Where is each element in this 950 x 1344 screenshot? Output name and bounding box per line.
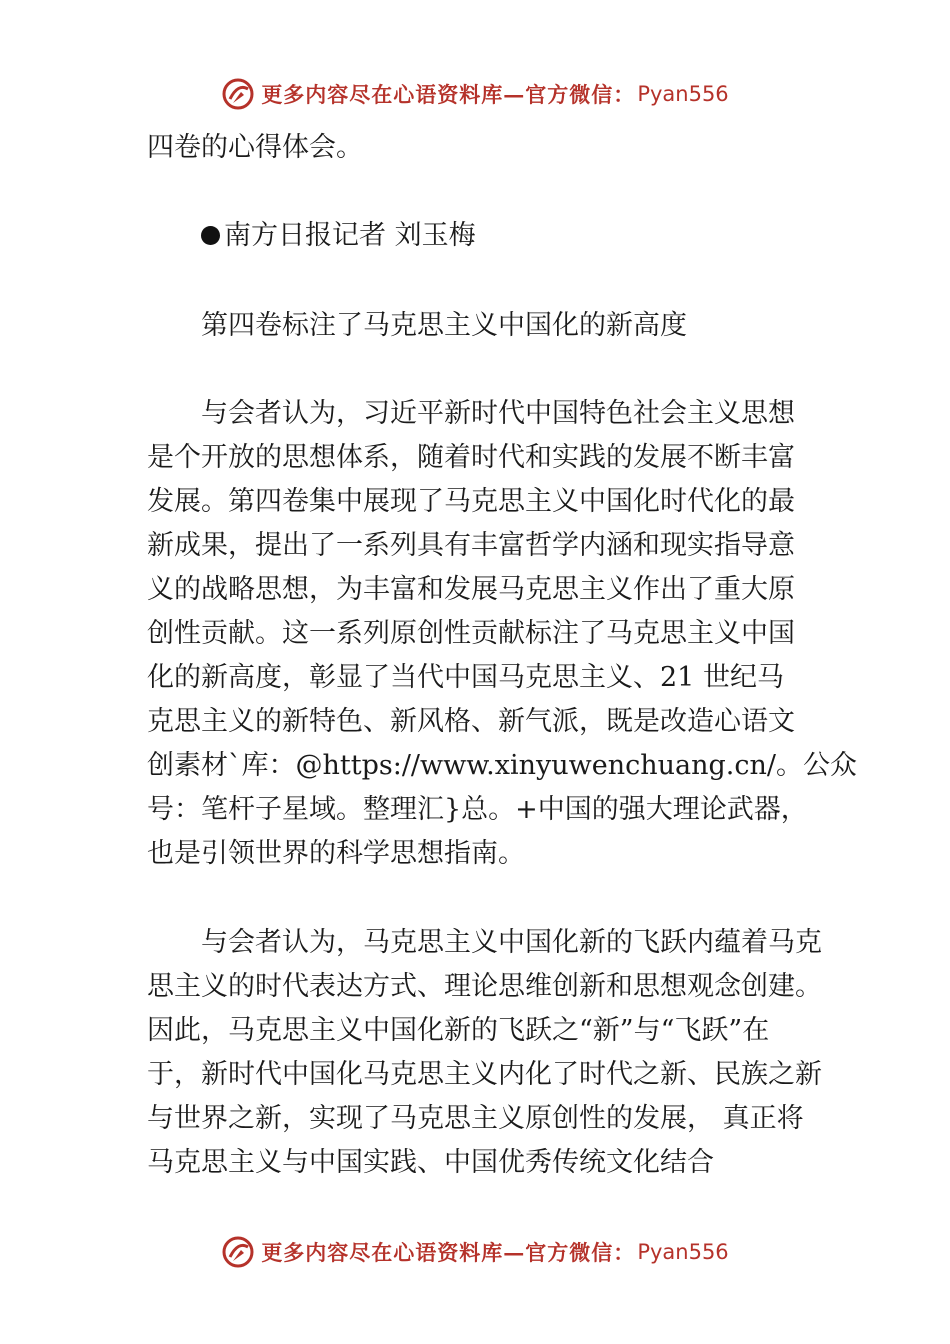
- paragraph-line: 号：笔杆子星域。整理汇}总。+中国的强大理论武器，: [147, 794, 808, 825]
- paragraph-line: 思主义的时代表达方式、理论思维创新和思想观念创建。: [147, 971, 822, 1002]
- byline: [201, 214, 476, 258]
- paragraph-line: 与会者认为，马克思主义中国化新的飞跃内蕴着马克: [201, 927, 822, 958]
- footer-banner: [0, 1230, 950, 1274]
- paragraph-line: 与世界之新，实现了马克思主义原创性的发展， 真正将: [147, 1103, 804, 1134]
- paragraph-line: 发展。第四卷集中展现了马克思主义中国化时代化的最: [147, 486, 795, 517]
- brand-logo-icon: [221, 77, 255, 111]
- paragraph-line: 于，新时代中国化马克思主义内化了时代之新、民族之新: [147, 1059, 822, 1090]
- header-banner-text: 更多内容尽在心语资料库—官方微信：: [261, 82, 636, 107]
- intro-line: 四卷的心得体会。: [147, 132, 363, 163]
- paragraph-line: 创素材`库：@https://www.xinyuwenchuang.cn/。公众: [147, 750, 857, 781]
- byline-text: 南方日报记者 刘玉梅: [224, 220, 476, 251]
- paragraph-line: 化的新高度，彰显了当代中国马克思主义、21 世纪马: [147, 662, 784, 693]
- header-wechat-id: Pyan556: [637, 82, 729, 106]
- footer-banner-text: 更多内容尽在心语资料库—官方微信：: [261, 1240, 636, 1265]
- paragraph-line: 因此，马克思主义中国化新的飞跃之“新”与“飞跃”在: [147, 1015, 770, 1046]
- paragraph-line: 义的战略思想，为丰富和发展马克思主义作出了重大原: [147, 574, 795, 605]
- paragraph-line: 与会者认为，习近平新时代中国特色社会主义思想: [201, 398, 795, 429]
- footer-wechat-id: Pyan556: [637, 1240, 729, 1264]
- paragraph-line: 克思主义的新特色、新风格、新气派，既是改造心语文: [147, 706, 795, 737]
- paragraph-line: 是个开放的思想体系，随着时代和实践的发展不断丰富: [147, 442, 795, 473]
- section-heading: 第四卷标注了马克思主义中国化的新高度: [201, 310, 687, 341]
- paragraph-line: 马克思主义与中国实践、中国优秀传统文化结合: [147, 1147, 714, 1178]
- header-banner: [0, 72, 950, 116]
- paragraph-line: 也是引领世界的科学思想指南。: [147, 838, 525, 869]
- brand-logo-icon: [221, 1235, 255, 1269]
- bullet-icon: [201, 226, 220, 245]
- paragraph-line: 新成果，提出了一系列具有丰富哲学内涵和现实指导意: [147, 530, 795, 561]
- paragraph-line: 创性贡献。这一系列原创性贡献标注了马克思主义中国: [147, 618, 795, 649]
